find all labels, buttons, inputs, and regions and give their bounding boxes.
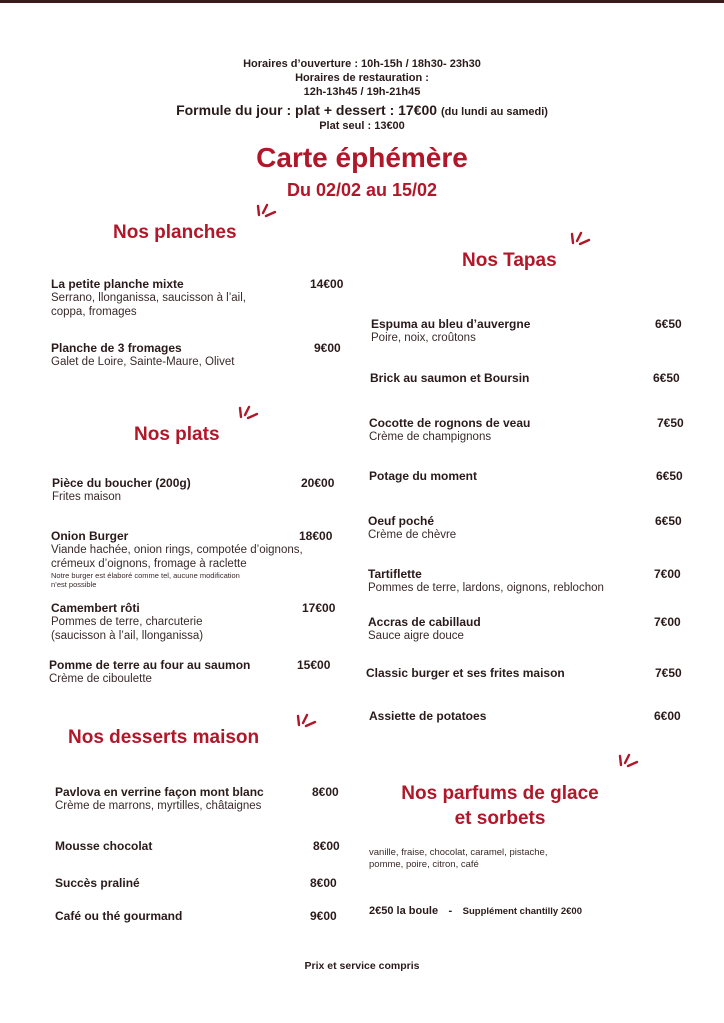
item-desc: Frites maison (52, 491, 122, 503)
item-price: 7€00 (654, 567, 681, 581)
item-price: 9€00 (310, 909, 337, 923)
item-name: Pomme de terre au four au saumon (49, 658, 251, 672)
item-name: Onion Burger (51, 529, 129, 543)
glaces-title-line2: et sorbets (454, 808, 546, 829)
item-desc: Crème de ciboulette (49, 673, 152, 685)
item-name: Succès praliné (55, 876, 140, 890)
spark-icon (296, 712, 318, 728)
item-price: 6€00 (654, 709, 681, 723)
item-price: 18€00 (299, 529, 333, 543)
glaces-flavors (369, 847, 547, 871)
section-title-plats: Nos plats (134, 424, 220, 445)
item-name: Assiette de potatoes (369, 709, 487, 723)
page-title: Carte éphémère (256, 142, 468, 173)
menu-item (366, 666, 565, 680)
menu-item (368, 615, 481, 643)
menu-item (51, 277, 246, 319)
item-name: La petite planche mixte (51, 277, 184, 291)
formule-days: (du lundi au samedi) (440, 106, 548, 118)
item-desc: Pommes de terre, charcuterie (51, 616, 203, 628)
item-price: 7€00 (654, 615, 681, 629)
item-name: Cocotte de rognons de veau (369, 416, 531, 430)
formule-line (0, 102, 724, 118)
item-desc: Pommes de terre, lardons, oignons, reblochon (368, 582, 604, 594)
item-name: Espuma au bleu d’auvergne (371, 317, 531, 331)
item-name: Tartiflette (368, 567, 422, 581)
glaces-pricing (369, 901, 582, 919)
flavors-line1: vanille, fraise, chocolat, caramel, pistache, (369, 847, 548, 858)
item-name: Classic burger et ses frites maison (366, 666, 565, 680)
spark-icon (618, 752, 640, 768)
restauration-label: Horaires de restauration : (295, 72, 429, 84)
item-name: Oeuf poché (368, 514, 435, 528)
menu-item (55, 785, 264, 813)
menu-item (368, 567, 604, 595)
date-range: Du 02/02 au 15/02 (286, 180, 438, 200)
plat-seul: Plat seul : 13€00 (319, 120, 405, 132)
menu-item (49, 658, 250, 686)
item-price: 15€00 (297, 658, 331, 672)
menu-item (370, 371, 529, 385)
item-name: Pièce du boucher (200g) (52, 476, 191, 490)
spark-icon (238, 404, 260, 420)
menu-item (55, 876, 140, 890)
item-desc: (saucisson à l’ail, llonganissa) (51, 630, 204, 642)
menu-item (55, 909, 182, 923)
separator: - (448, 905, 453, 917)
spark-icon (570, 230, 592, 246)
footer-note: Prix et service compris (304, 960, 420, 972)
item-price: 8€00 (310, 876, 337, 890)
item-price: 7€50 (655, 666, 682, 680)
item-price: 6€50 (656, 469, 683, 483)
flavors-line2: pomme, poire, citron, café (369, 859, 479, 870)
item-price: 6€50 (653, 371, 680, 385)
item-name: Potage du moment (369, 469, 478, 483)
item-name: Accras de cabillaud (368, 615, 481, 629)
formule-text: Formule du jour : plat + dessert : 17€00 (176, 102, 438, 118)
item-desc: Viande hachée, onion rings, compotée d’oignons, (51, 544, 303, 556)
item-note: Notre burger est élaboré comme tel, aucune modification (51, 571, 240, 580)
menu-item (369, 416, 530, 444)
item-name: Planche de 3 fromages (51, 341, 182, 355)
top-border (0, 0, 724, 3)
restauration-hours: 12h-13h45 / 19h-21h45 (303, 86, 421, 98)
menu-item (52, 476, 191, 504)
item-price: 7€50 (657, 416, 684, 430)
menu-item (51, 601, 203, 643)
item-price: 14€00 (310, 277, 344, 291)
item-price: 17€00 (302, 601, 336, 615)
item-desc: Sauce aigre douce (368, 630, 464, 642)
menu-item (55, 839, 152, 853)
item-desc: Poire, noix, croûtons (371, 332, 476, 344)
section-title-glaces (370, 781, 630, 831)
item-price: 6€50 (655, 514, 682, 528)
section-title-tapas: Nos Tapas (462, 250, 557, 271)
item-price: 8€00 (313, 839, 340, 853)
item-desc: Galet de Loire, Sainte-Maure, Olivet (51, 356, 235, 368)
item-desc: Crème de chèvre (368, 529, 457, 541)
supplement-chantilly: Supplément chantilly 2€00 (462, 906, 582, 917)
menu-item (51, 341, 234, 369)
item-desc: Crème de champignons (369, 431, 492, 443)
item-name: Brick au saumon et Boursin (370, 371, 530, 385)
item-desc: Serrano, llonganissa, saucisson à l’ail, (51, 292, 246, 304)
opening-hours: Horaires d’ouverture : 10h-15h / 18h30- 23h30 (243, 58, 481, 70)
spark-icon (256, 202, 278, 218)
menu-item (51, 529, 303, 589)
item-price: 20€00 (301, 476, 335, 490)
item-desc: Crème de marrons, myrtilles, châtaignes (55, 800, 262, 812)
glaces-title-line1: Nos parfums de glace (401, 783, 599, 804)
menu-item (371, 317, 530, 345)
item-price: 6€50 (655, 317, 682, 331)
item-note: n’est possible (51, 580, 97, 589)
item-price: 9€00 (314, 341, 341, 355)
section-title-planches: Nos planches (113, 222, 237, 243)
item-desc: coppa, fromages (51, 306, 137, 318)
item-price: 8€00 (312, 785, 339, 799)
item-name: Café ou thé gourmand (55, 909, 183, 923)
item-name: Mousse chocolat (55, 839, 153, 853)
item-name: Camembert rôti (51, 601, 140, 615)
section-title-desserts: Nos desserts maison (68, 727, 260, 748)
menu-item (368, 514, 456, 542)
boule-price: 2€50 la boule (369, 905, 439, 917)
item-desc: crémeux d’oignons, fromage à raclette (51, 558, 247, 570)
menu-item (369, 469, 477, 483)
menu-item (369, 709, 486, 723)
item-name: Pavlova en verrine façon mont blanc (55, 785, 264, 799)
